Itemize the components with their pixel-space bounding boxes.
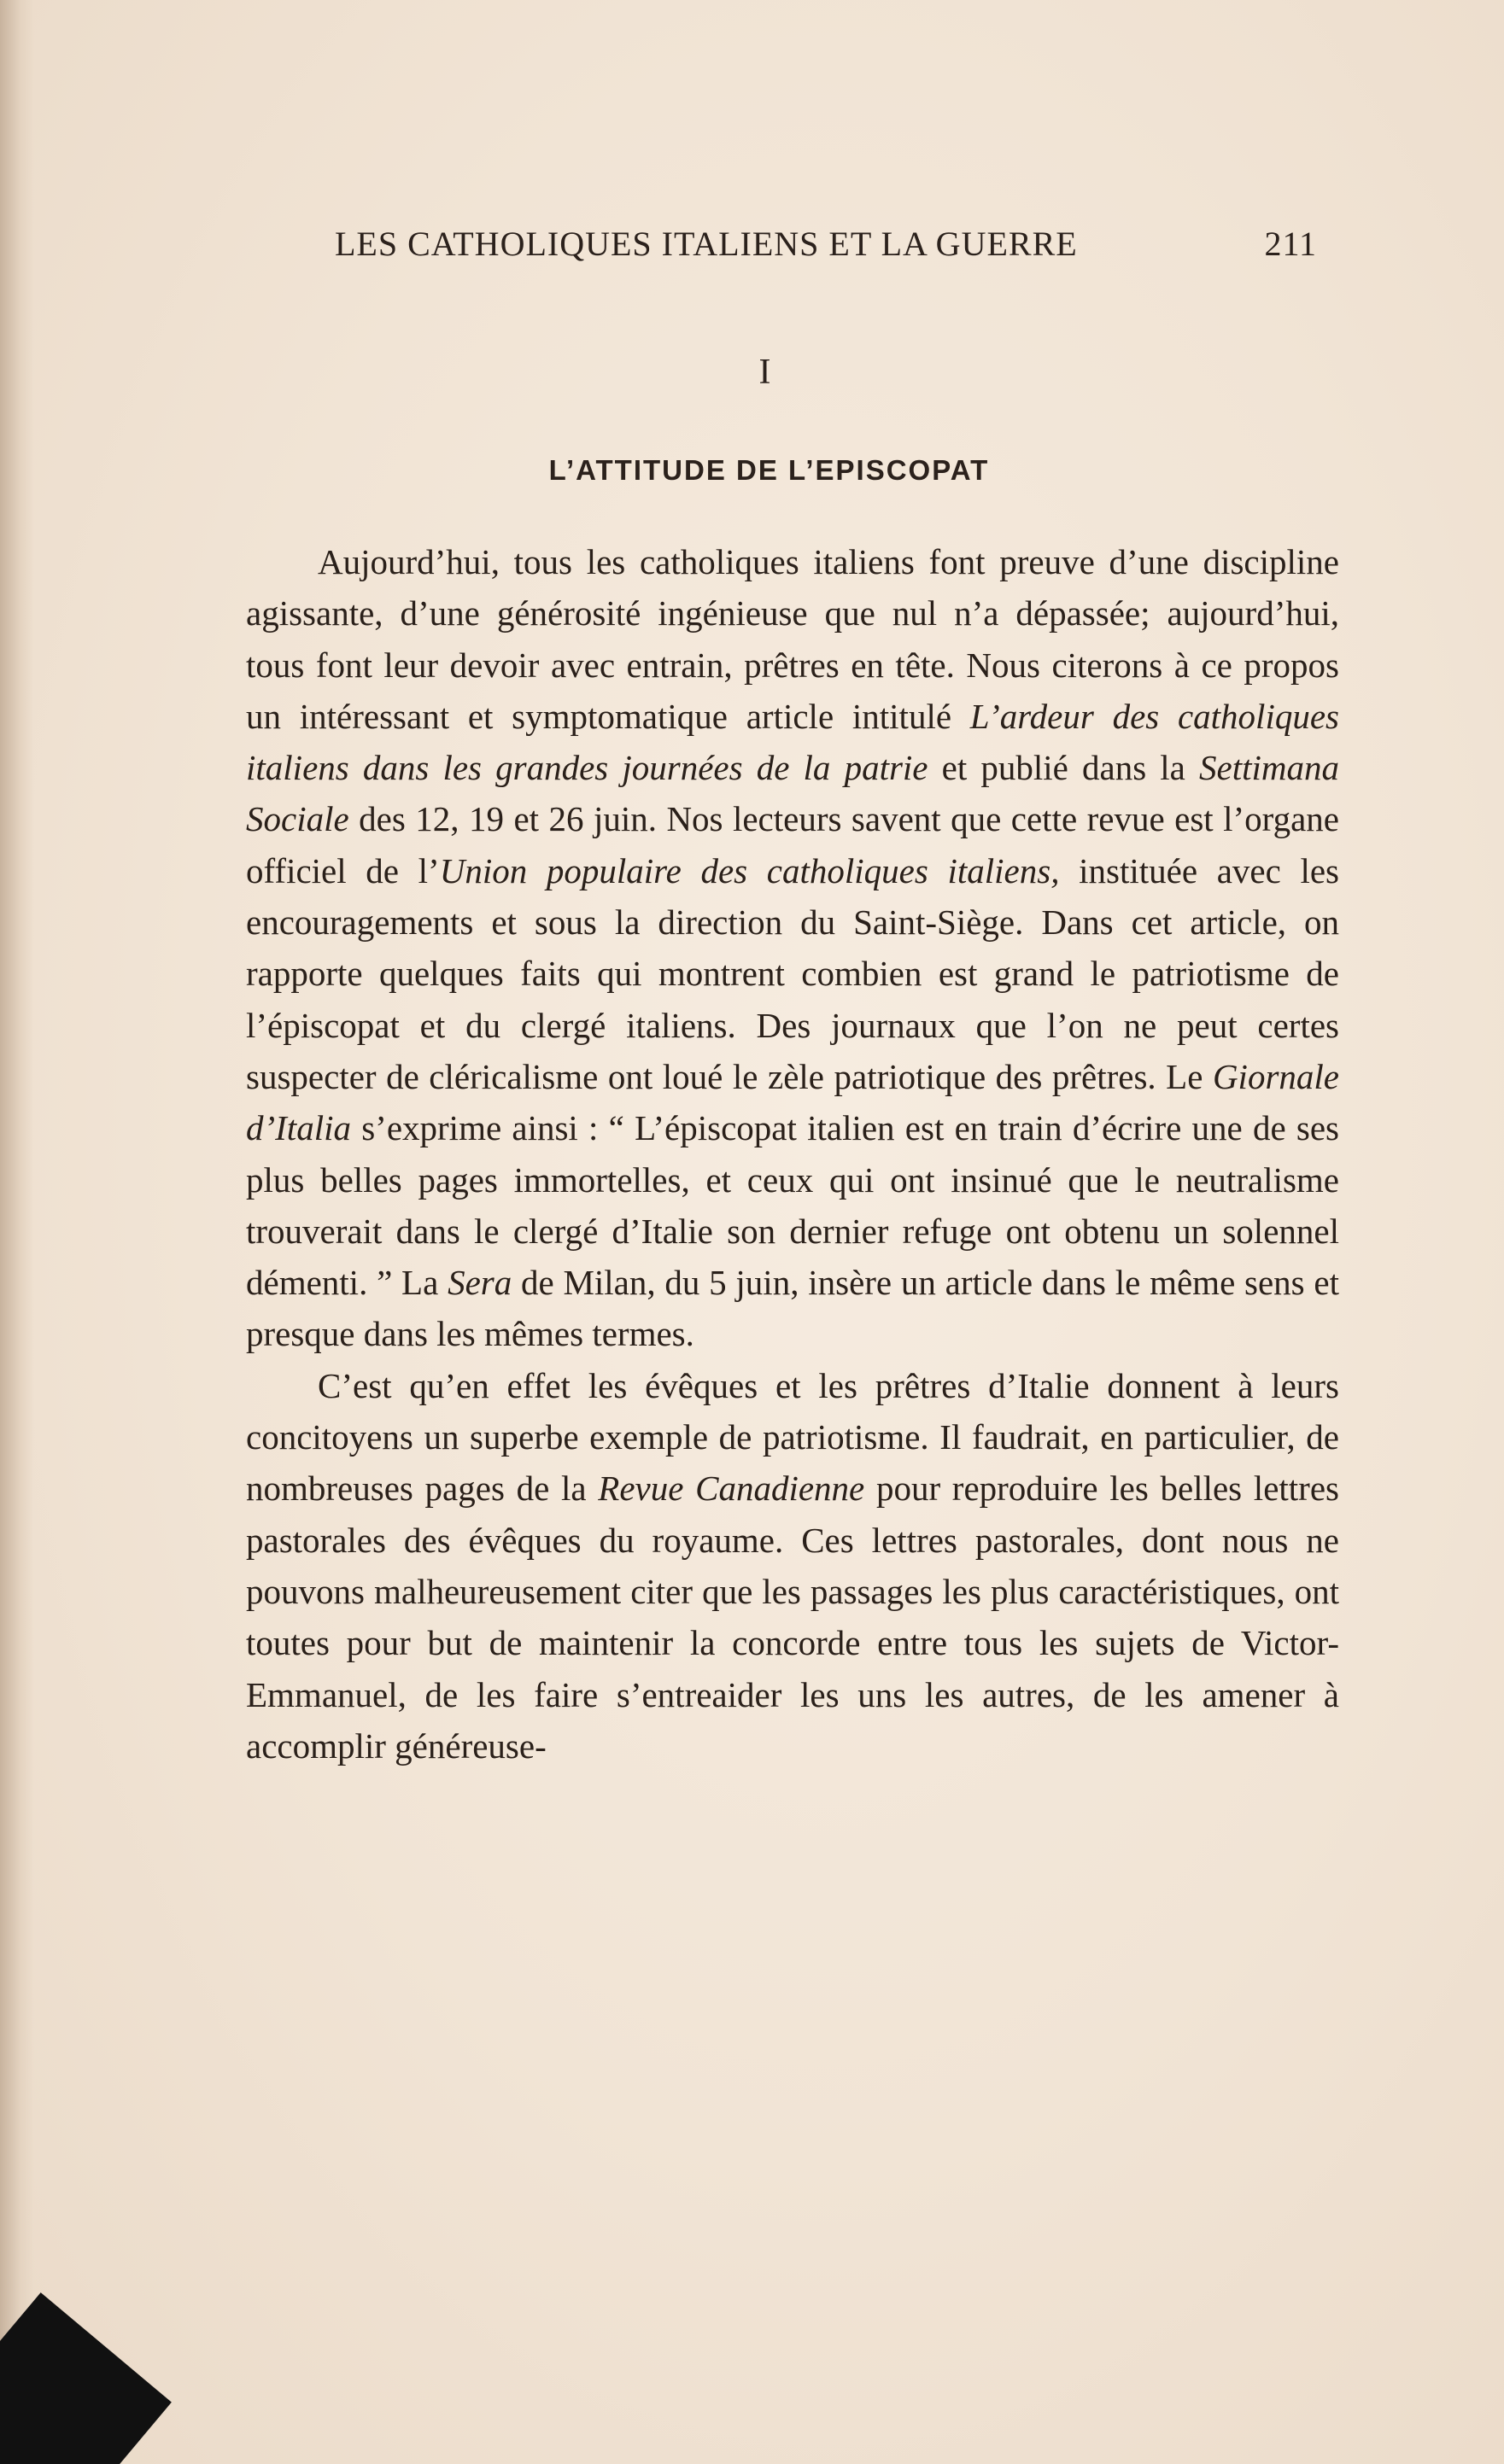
- body-text: [246, 536, 1339, 1772]
- paragraph-2: [246, 1360, 1339, 1772]
- paragraph-1: [246, 536, 1339, 1360]
- text-run: des 12, 19 et 26 juin. Nos lecteurs savent que cette revue est l’organe officiel de l’: [246, 799, 1339, 890]
- page-number: 211: [1264, 225, 1317, 263]
- italic-title: Settimana Sociale: [246, 748, 1339, 839]
- text-run: de Milan, du 5 juin, insère un article dans le même sens et presque dans les mêmes termes.: [246, 1263, 1339, 1354]
- italic-title: L’ardeur des catholiques italiens dans les grandes journées de la patrie: [246, 696, 1339, 788]
- italic-title: Revue Canadienne: [598, 1468, 865, 1509]
- text-run: Aujourd’hui, tous les catholiques italiens font preuve d’une discipline agissante, d’une générosité ingénieuse que nul n’a dépassée; aujourd’hui, tous font leur devoir avec entrain, prêtres en tête. Nous citerons à ce propos un intéressant et symptomatique article intitulé: [246, 542, 1339, 736]
- italic-title: Union populaire des catholiques italiens,: [439, 850, 1060, 890]
- text-run: instituée avec les encouragements et sous la direction du Saint-Siège. Dans cet article, on rapporte quelques faits qui montrent combien est grand le patriotisme de l’épiscopat et du clergé italiens. Des journaux que l’on ne peut certes suspecter de cléricalisme ont loué le zèle patriotique des prêtres. Le: [246, 850, 1340, 1096]
- running-head: [335, 224, 1317, 264]
- text-run: s’exprime ainsi : “ L’épiscopat italien est en train d’écrire une de ses plus belles pages immortelles, et ceux qui ont insinué que le neutralisme trouverait dans le clergé d’Italie son dernier refuge ont obtenu un solennel démenti. ” La: [246, 1108, 1339, 1303]
- italic-title: Giornale d’Italia: [246, 1056, 1339, 1148]
- text-run: pour reproduire les belles lettres pastorales des évêques du royaume. Ces lettres pastorales, dont nous ne pouvons malheureusement citer que les passages les plus caractéristiques, ont toutes pour but de maintenir la concorde entre tous les sujets de Victor-Emmanuel, de les faire s’entreaider les uns les autres, de les amener à accomplir généreuse-: [246, 1468, 1339, 1766]
- italic-title: Sera: [448, 1263, 512, 1303]
- page-corner-shadow: [0, 2292, 172, 2464]
- running-head-title: LES CATHOLIQUES ITALIENS ET LA GUERRE: [335, 225, 1078, 263]
- section-title: L’ATTITUDE DE L’EPISCOPAT: [548, 454, 990, 486]
- text-run: et publié dans la: [928, 748, 1200, 788]
- section-number: I: [758, 353, 771, 392]
- text-run: C’est qu’en effet les évêques et les prêtres d’Italie donnent à leurs concitoyens un superbe exemple de patriotisme. Il faudrait, en particulier, de nombreuses pages de la: [246, 1365, 1339, 1509]
